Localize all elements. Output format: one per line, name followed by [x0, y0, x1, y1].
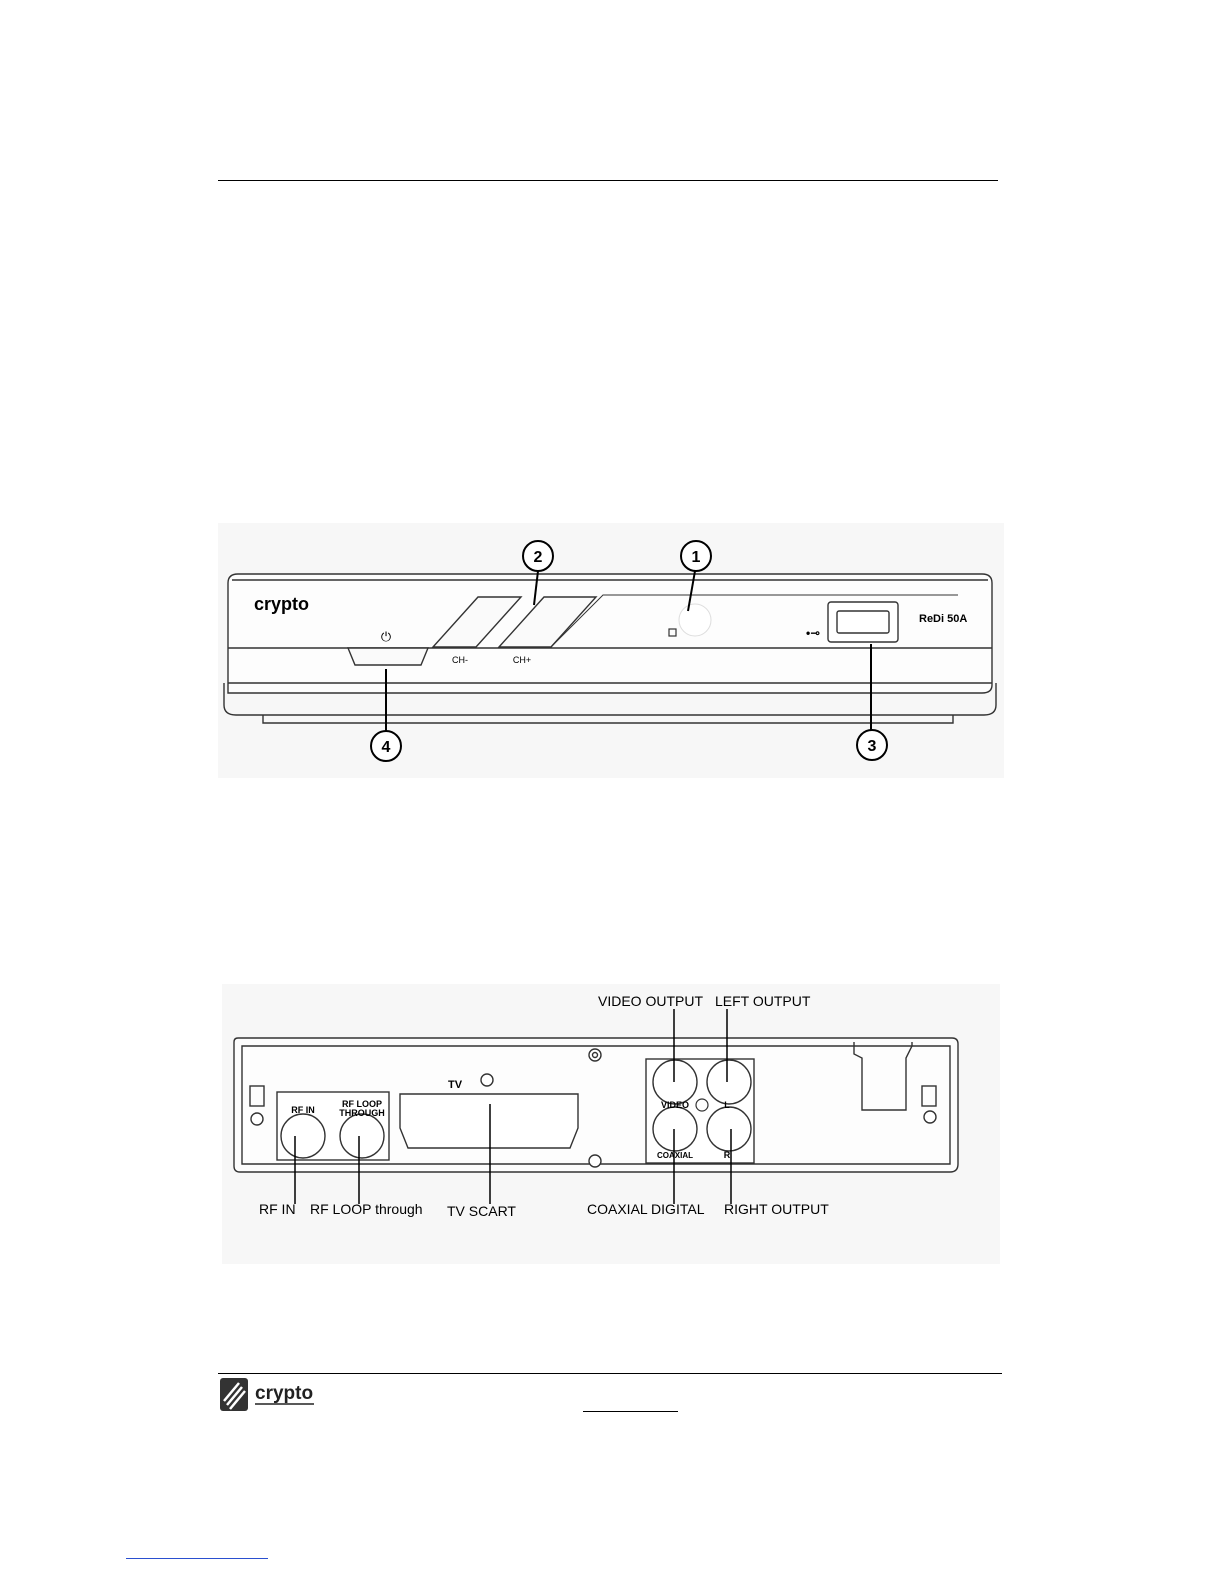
svg-text:L: L	[724, 1100, 730, 1110]
video-output-label: VIDEO OUTPUT	[598, 993, 704, 1009]
power-button[interactable]	[348, 648, 428, 665]
rf-in-label: RF IN	[259, 1201, 296, 1217]
footer-brand: crypto	[255, 1383, 314, 1404]
coaxial-digital-connector[interactable]	[653, 1107, 697, 1151]
callout-1	[681, 541, 711, 571]
rf-loop-connector[interactable]	[340, 1114, 384, 1158]
svg-text:2: 2	[533, 549, 543, 566]
rf-connector-block	[277, 1092, 389, 1160]
av-connector-block	[646, 1059, 754, 1163]
video-output-connector[interactable]	[653, 1060, 697, 1104]
svg-text:VIDEO: VIDEO	[660, 1100, 690, 1110]
svg-text:4: 4	[381, 739, 391, 756]
footer-logo	[219, 1377, 329, 1413]
footer-rule	[218, 1373, 1002, 1374]
footer-link-line	[583, 1411, 678, 1412]
tv-label: TV	[448, 1079, 463, 1091]
tv-scart-label: TV SCART	[447, 1203, 516, 1219]
svg-text:RF IN: RF IN	[291, 1105, 315, 1115]
footer-link-line-bottom	[126, 1558, 268, 1559]
left-output-label: LEFT OUTPUT	[715, 993, 811, 1009]
usb-icon: •⊸	[806, 626, 821, 640]
svg-text:R: R	[723, 1150, 731, 1160]
callout-3	[857, 730, 887, 760]
power-icon: ⏻	[380, 629, 392, 644]
brand-label: crypto	[254, 594, 310, 614]
callout-4	[371, 731, 401, 761]
svg-text:THROUGH: THROUGH	[339, 1108, 385, 1118]
ch-plus-label: CH+	[512, 655, 532, 665]
scart-connector[interactable]	[400, 1094, 578, 1148]
model-label: ReDi 50A	[919, 613, 968, 625]
callout-2	[523, 541, 553, 571]
ir-receiver-window	[679, 604, 711, 636]
rear-panel-figure	[222, 984, 1000, 1264]
coaxial-digital-label: COAXIAL DIGITAL	[587, 1201, 705, 1217]
svg-text:COAXIAL: COAXIAL	[657, 1151, 693, 1160]
right-output-label: RIGHT OUTPUT	[724, 1201, 829, 1217]
svg-text:RF LOOP: RF LOOP	[342, 1099, 382, 1109]
front-panel-figure	[218, 523, 1004, 778]
svg-text:1: 1	[691, 549, 701, 566]
rf-in-connector[interactable]	[281, 1114, 325, 1158]
usb-port[interactable]	[828, 602, 898, 642]
ch-minus-label: CH-	[452, 655, 468, 665]
left-output-connector[interactable]	[707, 1060, 751, 1104]
right-output-connector[interactable]	[707, 1107, 751, 1151]
crypto-stripes-logo-icon	[220, 1378, 248, 1411]
svg-text:3: 3	[867, 738, 877, 755]
rf-loop-label: RF LOOP through	[310, 1201, 423, 1217]
header-rule	[218, 180, 998, 181]
